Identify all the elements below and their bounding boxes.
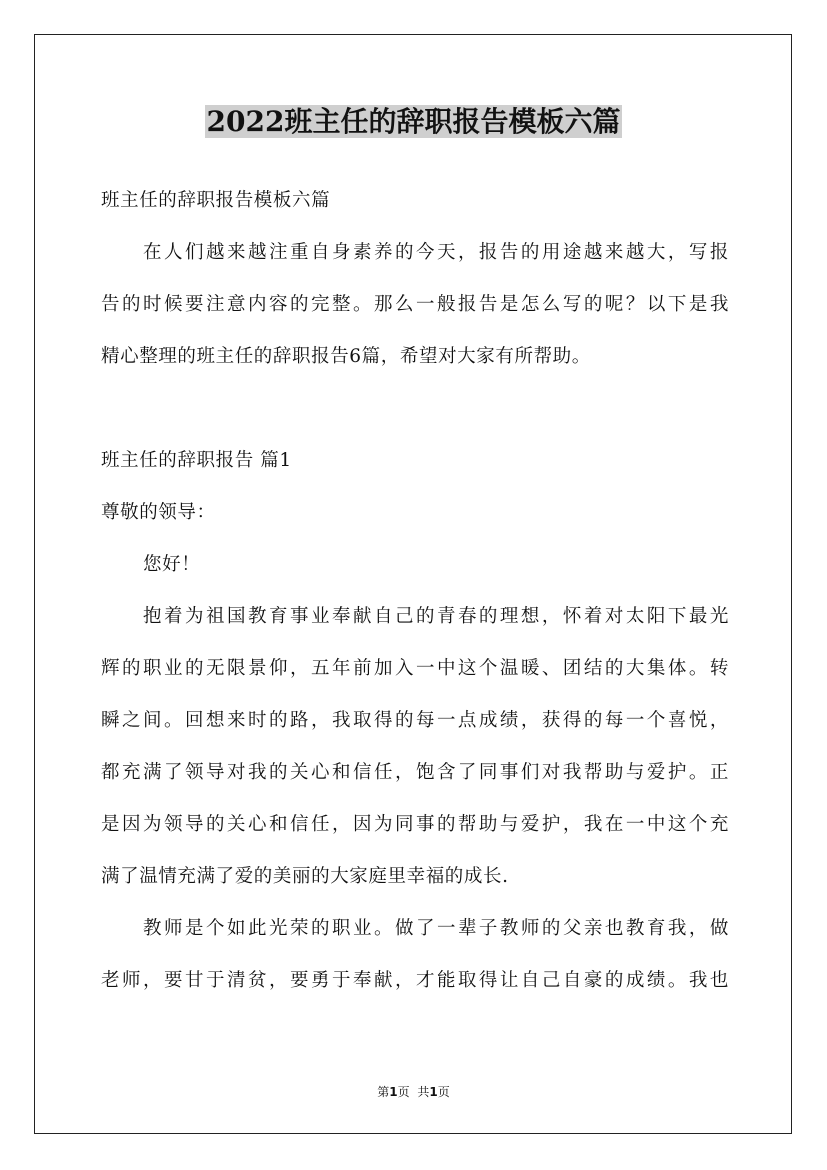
paragraph1-line-6: 满了温情充满了爱的美丽的大家庭里幸福的成长. xyxy=(101,866,509,887)
total-label: 页 xyxy=(437,1085,450,1099)
document-body xyxy=(101,175,729,1007)
paragraph1-line-5: 是因为领导的关心和信任，因为同事的帮助与爱护，我在一中这个充 xyxy=(101,814,729,835)
page-prefix: 第 xyxy=(377,1085,390,1099)
total-prefix: 共 xyxy=(417,1085,430,1099)
page-label: 页 xyxy=(397,1085,410,1099)
paragraph1-line-2: 辉的职业的无限景仰，五年前加入一中这个温暖、团结的大集体。转 xyxy=(101,658,729,679)
document-title-text: 2022班主任的辞职报告模板六篇 xyxy=(206,105,621,138)
paragraph1-line-1: 抱着为祖国教育事业奉献自己的青春的理想，怀着对太阳下最光 xyxy=(143,606,729,627)
paragraph1-line-4: 都充满了领导对我的关心和信任，饱含了同事们对我帮助与爱护。正 xyxy=(101,762,729,783)
greeting: 您好！ xyxy=(143,554,201,575)
page-footer xyxy=(0,1083,827,1101)
paragraph2-line-2: 老师，要甘于清贫，要勇于奉献，才能取得让自己自豪的成绩。我也 xyxy=(101,970,729,991)
paragraph2-line-1: 教师是个如此光荣的职业。做了一辈子教师的父亲也教育我，做 xyxy=(143,918,729,939)
intro-line-3: 精心整理的班主任的辞职报告6篇，希望对大家有所帮助。 xyxy=(101,346,591,367)
intro-line-2: 告的时候要注意内容的完整。那么一般报告是怎么写的呢？以下是我 xyxy=(101,294,729,315)
document-subtitle: 班主任的辞职报告模板六篇 xyxy=(101,190,331,211)
spacer xyxy=(101,383,729,435)
salutation: 尊敬的领导： xyxy=(101,502,216,523)
intro-line-1: 在人们越来越注重自身素养的今天，报告的用途越来越大，写报 xyxy=(143,242,729,263)
paragraph1-line-3: 瞬之间。回想来时的路，我取得的每一点成绩，获得的每一个喜悦， xyxy=(101,710,729,731)
total-pages: 1 xyxy=(429,1085,438,1099)
page-number: 1 xyxy=(389,1085,398,1099)
section-heading: 班主任的辞职报告 篇1 xyxy=(101,450,292,471)
document-title xyxy=(0,100,827,144)
